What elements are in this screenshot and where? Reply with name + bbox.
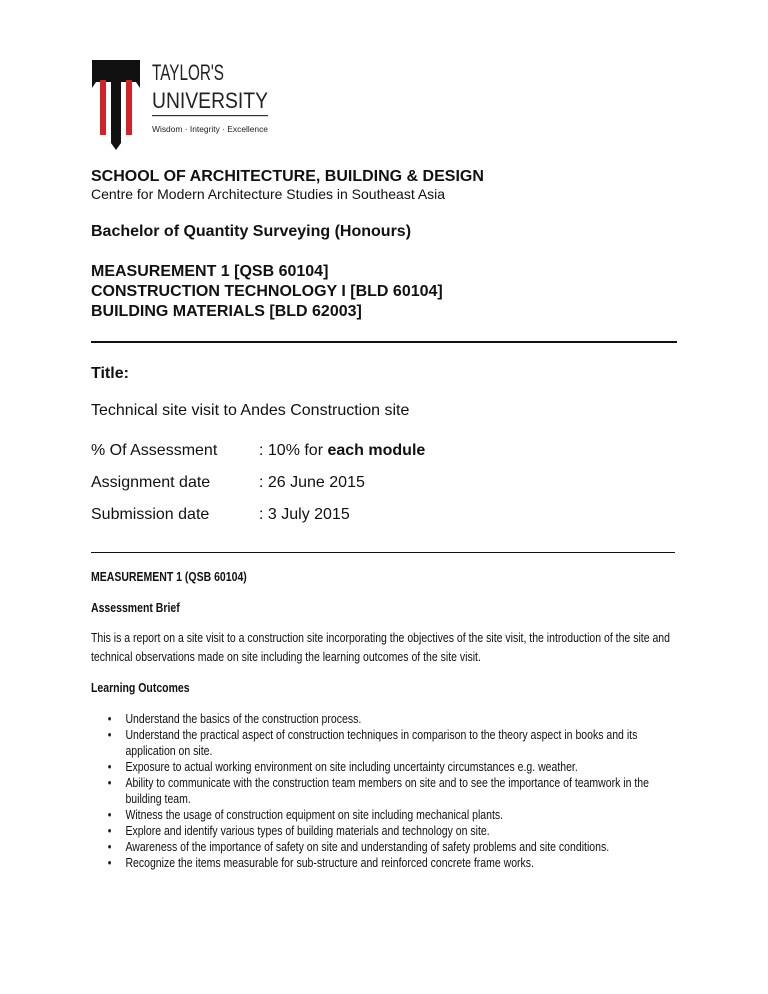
list-item: • Recognize the items measurable for sub-structure and reinforced concrete frame works. [91, 855, 671, 871]
logo-emblem-icon [90, 58, 270, 153]
divider [91, 341, 677, 343]
assignment-date-value: : 26 June 2015 [259, 474, 365, 491]
module-1: MEASUREMENT 1 [QSB 60104] [91, 263, 329, 280]
brief-text: This is a report on a site visit to a construction site incorporating the objectives of the site visit, the introduction of the site and technical observations made on site including the learning outcomes of the site visit. [91, 631, 670, 664]
list-item: • Witness the usage of construction equipment on site including mechanical plants. [91, 807, 671, 823]
assignment-date-label: Assignment date [91, 474, 211, 491]
section-heading: MEASUREMENT 1 (QSB 60104) [91, 570, 247, 584]
title-label: Title: [91, 365, 129, 382]
school-heading: SCHOOL OF ARCHITECTURE, BUILDING & DESIGN [91, 168, 484, 185]
list-item: • Understand the basics of the construction process. [91, 711, 671, 727]
assessment-value-text: : 10% for [259, 442, 328, 459]
list-item: • Exposure to actual working environment on site including uncertainty circumstances e.g. weather. [91, 759, 671, 775]
svg-text:TAYLOR'S: TAYLOR'S [152, 60, 224, 85]
assessment-label: % Of Assessment [91, 442, 218, 459]
assessment-value-bold: each module [327, 442, 426, 459]
brief-heading: Assessment Brief [91, 601, 180, 615]
divider [91, 552, 675, 553]
title-value: Technical site visit to Andes Construction site [91, 402, 410, 419]
assessment-value [259, 441, 425, 461]
list-item: • Ability to communicate with the construction team members on site and to see the importance of teamwork in the building team. [91, 775, 671, 807]
svg-text:Wisdom · Integrity · Excellenc: Wisdom · Integrity · Excellence [152, 124, 269, 134]
list-item: • Explore and identify various types of building materials and technology on site. [91, 823, 671, 839]
list-item: • Awareness of the importance of safety on site and understanding of safety problems and site conditions. [91, 839, 671, 855]
submission-date-label: Submission date [91, 506, 210, 523]
module-2: CONSTRUCTION TECHNOLOGY I [BLD 60104] [91, 283, 443, 300]
programme-heading: Bachelor of Quantity Surveying (Honours) [91, 223, 412, 240]
svg-text:UNIVERSITY: UNIVERSITY [152, 88, 269, 113]
outcomes-list [91, 711, 671, 871]
university-logo [90, 58, 270, 153]
list-item: • Understand the practical aspect of construction techniques in comparison to the theory aspect in books and its application on site. [91, 727, 671, 759]
centre-subheading: Centre for Modern Architecture Studies in Southeast Asia [91, 186, 446, 202]
submission-date-value: : 3 July 2015 [259, 506, 350, 523]
outcomes-heading: Learning Outcomes [91, 681, 190, 695]
module-3: BUILDING MATERIALS [BLD 62003] [91, 303, 362, 320]
